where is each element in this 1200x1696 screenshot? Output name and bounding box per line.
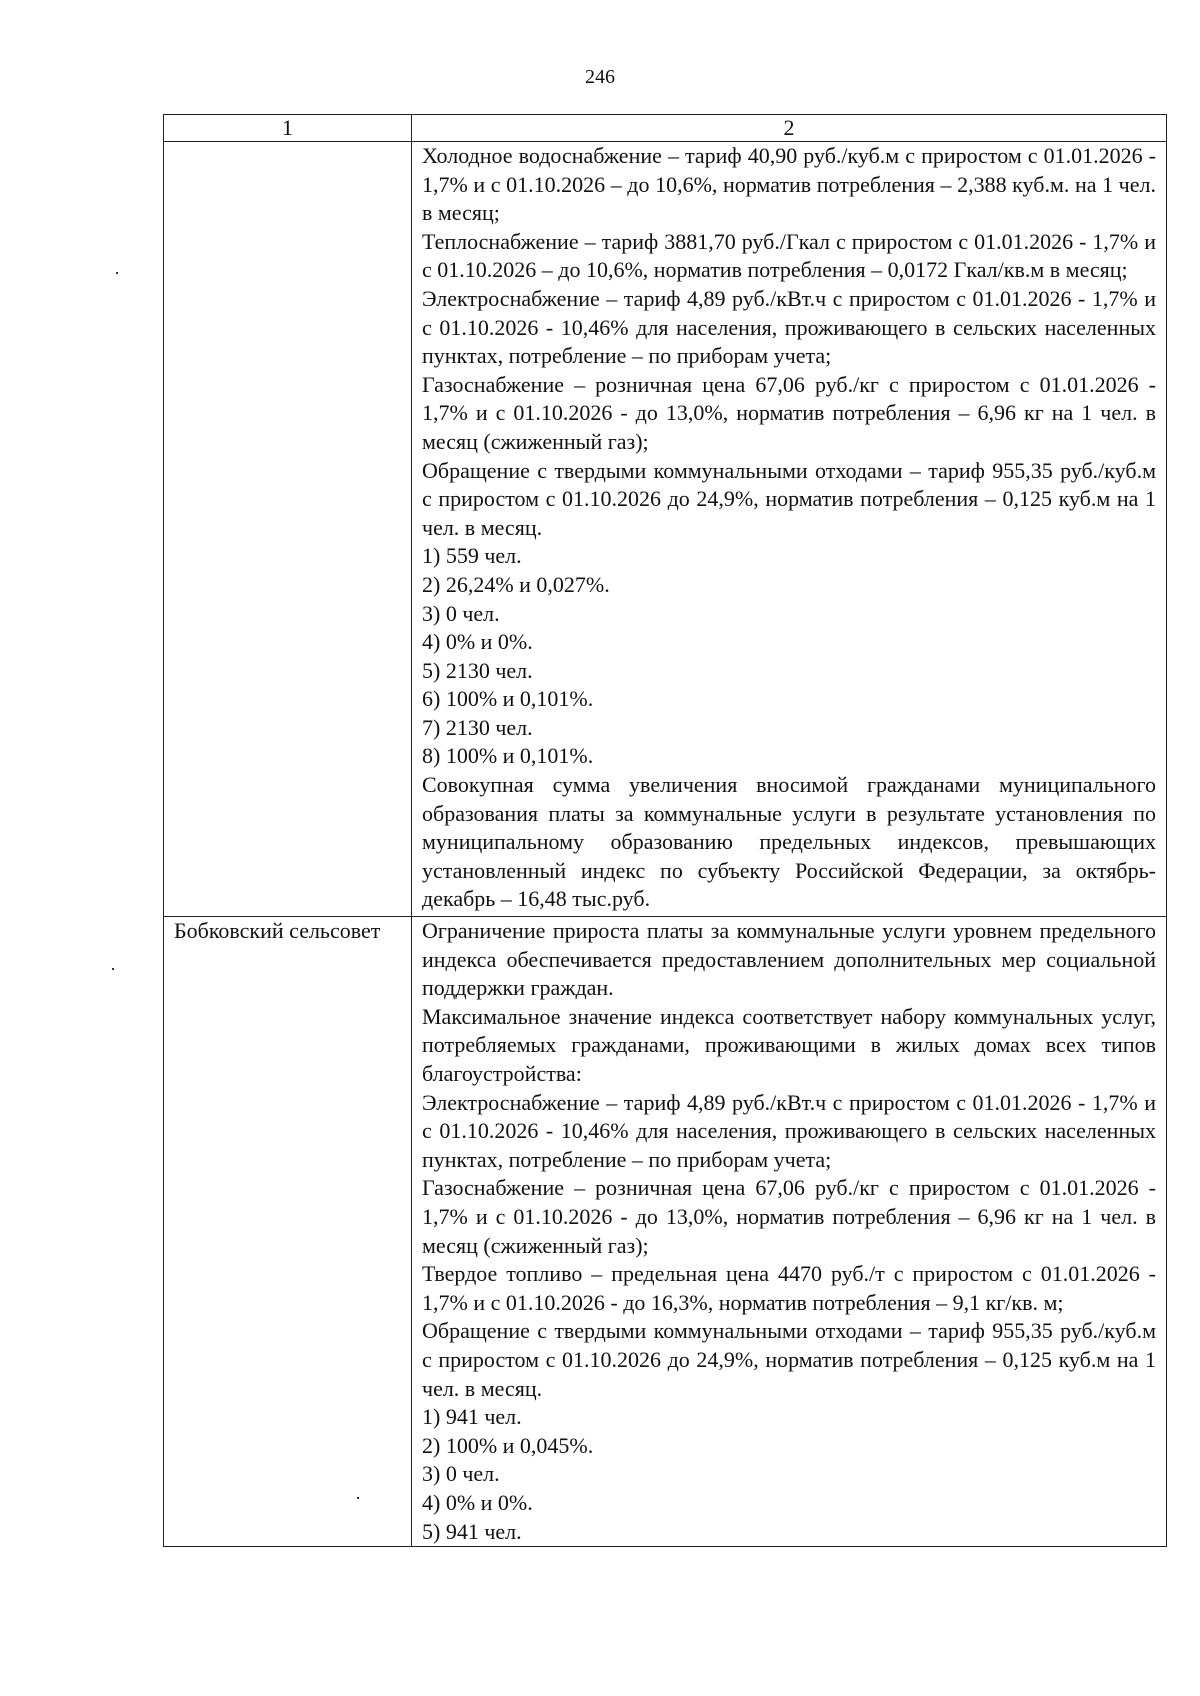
list-item: 7) 2130 чел. [422, 714, 533, 740]
list-item: 1) 559 чел. [422, 543, 522, 569]
region-cell [164, 142, 412, 917]
list-item: 3) 0 чел. [422, 600, 500, 626]
paragraph-gas: Газоснабжение – розничная цена 67,06 руб./кг с приростом с 01.01.2026 - 1,7% и с 01.10.2026 - до 13,0%, норматив потребления – 6,96 кг на 1 чел. в месяц (сжиженный газ); [422, 371, 1156, 454]
list-item: 2) 100% и 0,045%. [422, 1432, 594, 1458]
description-cell [412, 917, 1167, 1547]
list-item: 5) 941 чел. [422, 1518, 522, 1544]
list-item: 1) 941 чел. [422, 1404, 522, 1430]
table-header-row [164, 115, 1167, 142]
list-item: 4) 0% и 0%. [422, 629, 533, 655]
list-item: 3) 0 чел. [422, 1461, 500, 1487]
paragraph-heating: Теплоснабжение – тариф 3881,70 руб./Гкал с приростом с 01.01.2026 - 1,7% и с 01.10.2026 – до 10,6%, норматив потребления – 0,0172 Гкал/кв.м в месяц; [422, 228, 1156, 283]
paragraph-max-index: Максимальное значение индекса соответствует набору коммунальных услуг, потребляемых гражданами, проживающими в жилых домах всех типов благоустройства: [422, 1003, 1156, 1086]
table-row [164, 917, 1167, 1547]
paragraph-electricity: Электроснабжение – тариф 4,89 руб./кВт.ч с приростом с 01.01.2026 - 1,7% и с 01.10.2026 - 10,46% для населения, проживающего в сельских населенных пунктах, потребление – по приборам учета; [422, 285, 1156, 369]
table-row [164, 142, 1167, 917]
column-header-2: 2 [412, 115, 1167, 142]
description-cell [412, 142, 1167, 917]
paragraph-total-sum: Совокупная сумма увеличения вносимой гражданами муниципального образования платы за коммунальные услуги в результате установления по муниципальному образованию предельных индексов, превышающих установленный индекс по субъекту Российской Федерации, за октябрь-декабрь – 16,48 тыс.руб. [422, 772, 1156, 912]
paragraph-cold-water: Холодное водоснабжение – тариф 40,90 руб./куб.м с приростом с 01.01.2026 - 1,7% и с 01.10.2026 – до 10,6%, норматив потребления – 2,388 куб.м. на 1 чел. в месяц; [422, 143, 1156, 226]
paragraph-waste: Обращение с твердыми коммунальными отходами – тариф 955,35 руб./куб.м с приростом с 01.10.2026 до 24,9%, норматив потребления – 0,125 куб.м на 1 чел. в месяц. [422, 1318, 1156, 1401]
paragraph-limit: Ограничение прироста платы за коммунальные услуги уровнем предельного индекса обеспечивается предоставлением дополнительных мер социальной поддержки граждан. [422, 918, 1156, 1001]
scan-speck [357, 1497, 359, 1499]
paragraph-gas: Газоснабжение – розничная цена 67,06 руб./кг с приростом с 01.01.2026 - 1,7% и с 01.10.2026 - до 13,0%, норматив потребления – 6,96 кг на 1 чел. в месяц (сжиженный газ); [422, 1175, 1156, 1258]
list-item: 2) 26,24% и 0,027%. [422, 571, 610, 597]
region-cell [164, 917, 412, 1547]
list-item: 6) 100% и 0,101%. [422, 686, 594, 712]
list-item: 8) 100% и 0,101%. [422, 743, 594, 769]
region-name: Бобковский сельсовет [174, 918, 381, 944]
column-header-1: 1 [164, 115, 412, 142]
data-table [163, 114, 1167, 1547]
paragraph-solid-fuel: Твердое топливо – предельная цена 4470 руб./т с приростом с 01.01.2026 - 1,7% и с 01.10.2026 - до 16,3%, норматив потребления – 9,1 кг/кв. м; [422, 1261, 1156, 1315]
scan-speck [116, 272, 118, 274]
paragraph-electricity: Электроснабжение – тариф 4,89 руб./кВт.ч с приростом с 01.01.2026 - 1,7% и с 01.10.2026 - 10,46% для населения, проживающего в сельских населенных пунктах, потребление – по приборам учета; [422, 1089, 1156, 1172]
paragraph-waste: Обращение с твердыми коммунальными отходами – тариф 955,35 руб./куб.м с приростом с 01.10.2026 до 24,9%, норматив потребления – 0,125 куб.м на 1 чел. в месяц. [422, 457, 1156, 540]
page-number: 246 [585, 66, 615, 88]
list-item: 4) 0% и 0%. [422, 1489, 533, 1515]
list-item: 5) 2130 чел. [422, 657, 533, 683]
scan-speck [112, 968, 114, 970]
